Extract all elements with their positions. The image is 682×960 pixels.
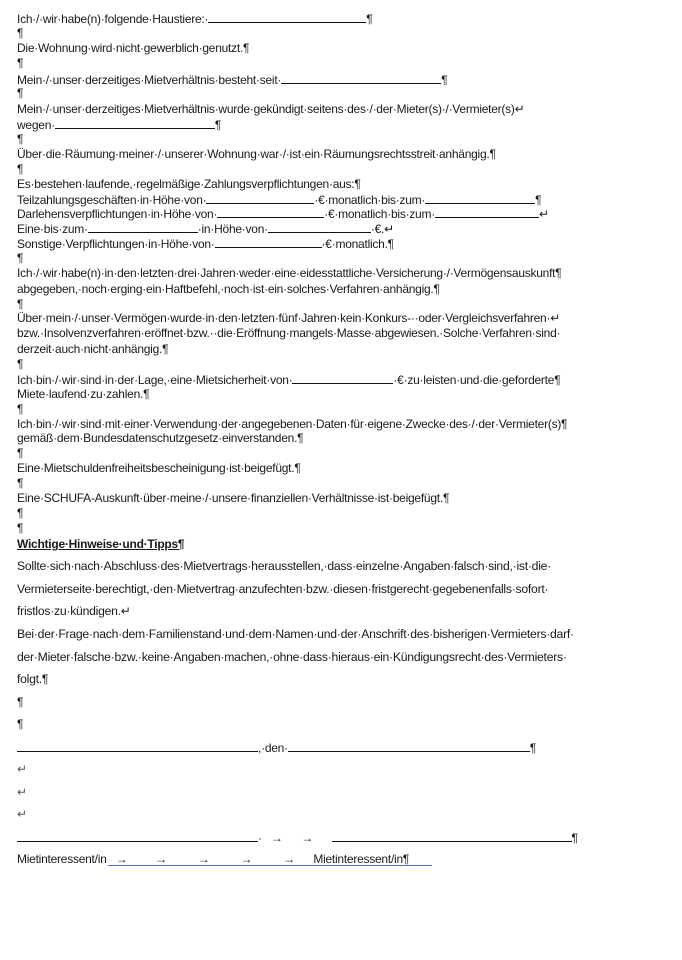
text-run: ·€·monatlich·bis·zum· [314,193,426,207]
document-line [17,521,23,535]
fill-in-blank[interactable] [268,221,371,233]
fill-in-blank[interactable] [17,740,258,752]
text-run: Teilzahlungsgeschäften·in·Höhe·von· [17,193,207,207]
text-run: Bei·der·Frage·nach·dem·Familienstand·und·dem·Namen·und·der·Anschrift·des·bisherigen·Vermieters·darf· [17,627,574,641]
text-run: Eine·bis·zum· [17,222,88,236]
document-line [17,785,27,799]
document-line [17,236,394,251]
text-run: ¶ [529,741,537,755]
document-line [17,695,23,709]
text-run: Miete·laufend·zu·zahlen.¶ [17,387,150,401]
text-run: Vermieterseite·berechtigt,·den·Mietvertrag·anzufechten·bzw.·diesen·fristgerecht·gegebenenfalls·sofort· [17,582,549,596]
text-run: Über·mein·/·unser·Vermögen·wurde·in·den·letzten·fünf·Jahren·kein·Konkurs-··oder·Vergleichsverfahren·↵ [17,311,561,325]
fill-in-blank[interactable] [217,206,324,218]
document-line [17,717,23,731]
document-line [17,506,23,520]
document-line [17,852,409,866]
document-line [17,86,23,100]
document-line [17,266,561,280]
document-line [17,491,449,505]
document-line [17,11,372,26]
document-line [17,431,303,445]
text-run: wegen· [17,118,55,132]
text-run: ¶ [17,521,24,535]
text-run: ·€·zu·leisten·und·die·geforderte¶ [393,373,561,387]
document-line [17,830,578,845]
fill-in-blank[interactable] [292,372,393,384]
text-run: ¶ [17,695,24,709]
document-line [17,56,23,70]
document-line [17,297,23,311]
section-heading [17,537,184,551]
text-run: Wichtige·Hinweise·und·Tipps¶ [17,537,185,551]
text-run: fristlos·zu·kündigen.↵ [17,604,131,618]
text-run: Sonstige·Verpflichtungen·in·Höhe·von· [17,237,215,251]
text-run: ↵ [17,807,27,821]
text-run: Es·bestehen·laufende,·regelmäßige·Zahlungsverpflichtungen·aus:¶ [17,177,361,191]
text-run: ¶ [17,717,24,731]
text-run: Sollte·sich·nach·Abschluss·des·Mietvertrags·herausstellen,·dass·einzelne·Angaben·falsch·sind,·ist·die· [17,559,552,573]
fill-in-blank[interactable] [425,192,535,204]
text-run: ¶ [535,193,542,207]
text-run: ¶ [17,297,24,311]
text-run: Die·Wohnung·wird·nicht·gewerblich·genutzt.¶ [17,41,250,55]
text-run: · → → [258,831,332,845]
text-run: ¶ [17,26,24,40]
text-run: folgt.¶ [17,672,49,686]
text-run: ¶ [366,12,373,26]
text-run: ¶ [17,506,24,520]
text-run: ¶ [17,162,24,176]
fill-in-blank[interactable] [215,236,322,248]
document-line [17,604,131,618]
document-line [17,559,551,573]
text-run: ·€·monatlich.¶ [321,237,394,251]
text-run: abgegeben,·noch·erging·ein·Haftbefehl,·noch·ist·ein·solches·Verfahren·anhängig.¶ [17,282,440,296]
document-line [17,162,23,176]
text-run: ¶ [17,56,24,70]
text-run: ¶ [17,402,24,416]
document-line [17,311,560,325]
fill-in-blank[interactable] [208,11,366,23]
text-run: ¶ [17,476,24,490]
text-run: Darlehensverpflichtungen·in·Höhe·von· [17,207,218,221]
text-run: ↵ [17,785,27,799]
text-run: ·in·Höhe·von· [197,222,268,236]
document-line [17,206,549,221]
text-run: Mietinteressent/in → → → → → Mietinteressent/in¶ [17,852,410,866]
document-line [17,461,301,475]
text-run: ¶ [17,357,24,371]
document-line [17,372,560,387]
document-line [17,26,23,40]
document-line [17,326,560,340]
fill-in-blank[interactable] [55,117,215,129]
text-run: ↵ [538,207,549,221]
document-line [17,387,149,401]
text-run: ¶ [441,73,448,87]
text-run: Mein·/·unser·derzeitiges·Mietverhältnis·wurde·gekündigt·seitens·des·/·der·Mieter(s)·/·Vermieter(s)↵ [17,102,525,116]
document-line [17,132,23,146]
document-line [17,177,361,191]
document-line [17,41,249,55]
text-run: ¶ [17,446,24,460]
fill-in-blank[interactable] [332,830,572,842]
document-line [17,476,23,490]
document-line [17,192,541,207]
text-run: bzw.·Insolvenzverfahren·eröffnet·bzw.··die·Eröffnung·mangels·Masse·abgewiesen.·Solche·Verfahren·sind· [17,326,561,340]
document-line [17,582,548,596]
fill-in-blank[interactable] [206,192,314,204]
text-run: derzeit·auch·nicht·anhängig.¶ [17,342,169,356]
fill-in-blank[interactable] [281,72,441,84]
fill-in-blank[interactable] [88,221,198,233]
text-run: ¶ [17,132,24,146]
text-run: ↵ [17,762,27,776]
text-run: Ich·bin·/·wir·sind·mit·einer·Verwendung·der·angegebenen·Daten·für·eigene·Zwecke·des·/·der·Vermieter(s)¶ [17,417,568,431]
document-line [17,446,23,460]
document-line [17,342,168,356]
text-run: Eine·Mietschuldenfreiheitsbescheinigung·ist·beigefügt.¶ [17,461,301,475]
document-line [17,402,23,416]
document-line [17,72,447,87]
text-run: Eine·SCHUFA-Auskunft·über·meine·/·unsere·finanziellen·Verhältnisse·ist·beigefügt.¶ [17,491,450,505]
fill-in-blank[interactable] [17,830,258,842]
document-line [17,672,48,686]
text-run: Über·die·Räumung·meiner·/·unserer·Wohnung·war·/·ist·ein·Räumungsrechtsstreit·anhängig.¶ [17,147,496,161]
document-line [17,650,567,664]
text-run: gemäß·dem·Bundesdatenschutzgesetz·einverstanden.¶ [17,431,304,445]
document-line [17,627,574,641]
document-line [17,417,567,431]
text-run: Ich·/·wir·habe(n)·folgende·Haustiere:· [17,12,209,26]
text-run: ·€.↵ [370,222,394,236]
text-run: ¶ [17,86,24,100]
document-line [17,117,221,132]
text-run: ¶ [214,118,222,132]
text-run: ,·den· [258,741,288,755]
text-run: der·Mieter·falsche·bzw.·keine·Angaben·machen,·ohne·dass·hieraus·ein·Kündigungsrecht·des·Vermieters· [17,650,567,664]
document-line [17,762,27,776]
document-line [17,357,23,371]
fill-in-blank[interactable] [435,206,539,218]
document-line [17,251,23,265]
text-run: ¶ [571,831,578,845]
document-line [17,102,524,116]
document-line [17,147,496,161]
text-run: ¶ [17,251,24,265]
spellcheck-underline [108,865,432,866]
text-run: Mein·/·unser·derzeitiges·Mietverhältnis·besteht·seit· [17,73,282,87]
document-line [17,807,27,821]
fill-in-blank[interactable] [288,740,530,752]
text-run: Ich·/·wir·habe(n)·in·den·letzten·drei·Jahren·weder·eine·eidesstattliche·Versicherung·/·Vermögensauskunft¶ [17,266,562,280]
text-run: ·€·monatlich·bis·zum· [324,207,435,221]
document-line [17,282,440,296]
document-line [17,221,394,236]
document-line [17,740,536,755]
text-run: Ich·bin·/·wir·sind·in·der·Lage,·eine·Mietsicherheit·von· [17,373,293,387]
